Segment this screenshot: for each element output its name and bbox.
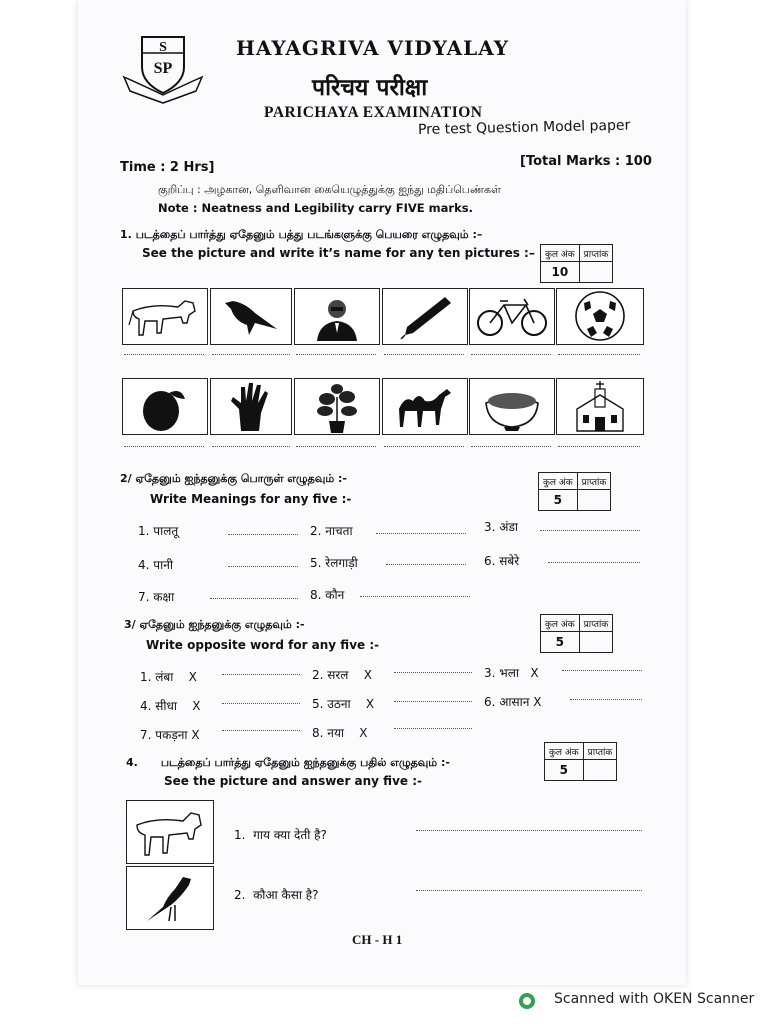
note-english (158, 201, 473, 215)
q2-item-6: 6. सबेरे (484, 554, 520, 568)
crow-icon (126, 866, 214, 930)
q1-tamil-text: படத்தைப் பார்த்து ஏதேனும் பத்து படங்களுக்கு பெயரை எழுதவும் :– (135, 228, 483, 241)
marks-total-label: कुल अंक (545, 743, 584, 760)
q2-item-4: 4. पानी (138, 558, 173, 572)
answer-line[interactable] (394, 728, 472, 729)
q2-item-8: 8. कौन (310, 588, 345, 602)
answer-line[interactable] (416, 890, 642, 891)
answer-line[interactable] (548, 562, 640, 563)
marks-obtained-label: प्राप्तांक (579, 615, 613, 632)
marks-obtained-label: प्राप्तांक (577, 473, 611, 490)
answer-line[interactable] (222, 730, 300, 731)
q3-marks-box (540, 614, 613, 653)
time-label: Time : 2 Hrs] (120, 160, 215, 175)
q1-marks-obtained[interactable] (579, 262, 613, 283)
q4-number: 4. (126, 756, 138, 769)
total-marks: [Total Marks : 100 (520, 154, 652, 169)
logo-letter-s: S (159, 40, 167, 55)
q2-number: 2/ (120, 472, 132, 485)
note-tamil (158, 183, 501, 198)
q4-tamil-text: படத்தைப் பார்த்து ஏதேனும் ஐந்தனுக்கு பதில் எழுதவும் :- (160, 756, 450, 769)
answer-line[interactable] (416, 830, 642, 831)
q1-tamil (120, 228, 482, 243)
answer-line[interactable] (228, 566, 298, 567)
q3-tamil-text: ஏதேனும் ஐந்தனுக்கு எழுதவும் :- (139, 618, 305, 631)
hindi-title: परिचय परीक्षा (312, 75, 428, 101)
answer-line[interactable] (540, 530, 640, 531)
q2-tamil (120, 472, 347, 487)
answer-line[interactable] (386, 564, 466, 565)
mango-icon (122, 378, 208, 435)
bicycle-icon (469, 288, 555, 345)
note-tamil-text: : அழகான, தெளிவான கையெழுத்துக்கு ஐந்து மதிப்பெண்கள் (197, 183, 501, 196)
q4-tamil (126, 756, 450, 771)
q3-number: 3/ (124, 618, 136, 631)
note-tamil-label: குறிப்பு (158, 183, 194, 196)
q2-item-2: 2. नाचता (310, 524, 353, 538)
answer-line[interactable] (296, 446, 376, 447)
q4-english: See the picture and answer any five :- (164, 774, 422, 788)
camel-icon (382, 378, 468, 435)
answer-line[interactable] (124, 446, 204, 447)
answer-line[interactable] (384, 354, 464, 355)
q4-question-1: 1. गाय क्या देती है? (234, 828, 327, 842)
answer-line[interactable] (384, 446, 464, 447)
note-en-text: : Neatness and Legibility carry FIVE marks. (192, 201, 473, 215)
school-logo (122, 33, 204, 105)
school-name: HAYAGRIVA VIDYALAY (236, 36, 510, 60)
exam-name: PARICHAYA EXAMINATION (264, 104, 483, 121)
q1-marks-value: 10 (541, 262, 580, 283)
q2-marks-value: 5 (539, 490, 578, 511)
subtitle: Pre test Question Model paper (417, 117, 631, 138)
answer-line[interactable] (212, 446, 290, 447)
q4-question-2: 2. कौआ कैसा है? (234, 888, 319, 902)
pen-icon (382, 288, 468, 345)
answer-line[interactable] (394, 672, 472, 673)
q3-item-5: 5. उठना X (312, 697, 375, 711)
marks-total-label: कुल अंक (541, 615, 580, 632)
marks-obtained-label: प्राप्तांक (583, 743, 617, 760)
church-icon (556, 378, 644, 435)
answer-line[interactable] (570, 699, 642, 700)
q3-item-3: 3. भला X (484, 666, 539, 680)
q2-marks-obtained[interactable] (577, 490, 611, 511)
cow-icon (122, 288, 208, 345)
q3-marks-obtained[interactable] (579, 632, 613, 653)
hand-icon (210, 378, 292, 435)
answer-line[interactable] (394, 701, 472, 702)
bowl-icon (469, 378, 555, 435)
note-en-label: Note (158, 201, 189, 215)
q2-item-3: 3. अंडा (484, 520, 518, 534)
answer-line[interactable] (562, 670, 642, 671)
marks-total-label: कुल अंक (539, 473, 578, 490)
q1-english: See the picture and write it’s name for any ten pictures :– (142, 246, 535, 260)
man-icon (294, 288, 380, 345)
answer-line[interactable] (210, 598, 298, 599)
q2-item-7: 7. कक्षा (138, 590, 175, 604)
q4-marks-value: 5 (545, 760, 584, 781)
page-code: CH - H 1 (352, 932, 403, 947)
q2-item-5: 5. रेलगाड़ी (310, 556, 358, 570)
q3-item-1: 1. लंबा X (140, 670, 197, 684)
answer-line[interactable] (558, 354, 640, 355)
oken-scanner-icon (518, 992, 536, 1010)
answer-line[interactable] (228, 534, 298, 535)
answer-line[interactable] (212, 354, 290, 355)
q3-item-4: 4. सीधा X (140, 699, 201, 713)
q1-number: 1. (120, 228, 132, 241)
marks-obtained-label: प्राप्तांक (579, 245, 613, 262)
q3-item-7: 7. पकड़ना X (140, 728, 200, 742)
q3-item-6: 6. आसान X (484, 695, 542, 709)
q2-item-1: 1. पालतू (138, 524, 179, 538)
q2-english: Write Meanings for any five :- (150, 492, 352, 506)
answer-line[interactable] (471, 446, 551, 447)
marks-total-label: कुल अंक (541, 245, 580, 262)
q3-english: Write opposite word for any five :- (146, 638, 380, 652)
q3-item-8: 8. नया X (312, 726, 368, 740)
answer-line[interactable] (124, 354, 204, 355)
answer-line[interactable] (360, 596, 470, 597)
answer-line[interactable] (558, 446, 640, 447)
q1-marks-box (540, 244, 613, 283)
answer-line[interactable] (376, 533, 466, 534)
q3-tamil (124, 618, 305, 633)
q2-marks-box (538, 472, 611, 511)
q4-marks-obtained[interactable] (583, 760, 617, 781)
logo-letters-sp: SP (153, 60, 173, 77)
q3-marks-value: 5 (541, 632, 580, 653)
answer-line[interactable] (296, 354, 376, 355)
answer-line[interactable] (222, 703, 300, 704)
crow-icon (210, 288, 292, 345)
scanner-watermark: Scanned with OKEN Scanner (554, 991, 755, 1007)
plant-icon (294, 378, 380, 435)
football-icon (556, 288, 644, 345)
answer-line[interactable] (471, 354, 551, 355)
cow-icon (126, 800, 214, 864)
q4-marks-box (544, 742, 617, 781)
q2-tamil-text: ஏதேனும் ஐந்தனுக்கு பொருள் எழுதவும் :- (135, 472, 348, 485)
answer-line[interactable] (222, 674, 300, 675)
q3-item-2: 2. सरल X (312, 668, 372, 682)
